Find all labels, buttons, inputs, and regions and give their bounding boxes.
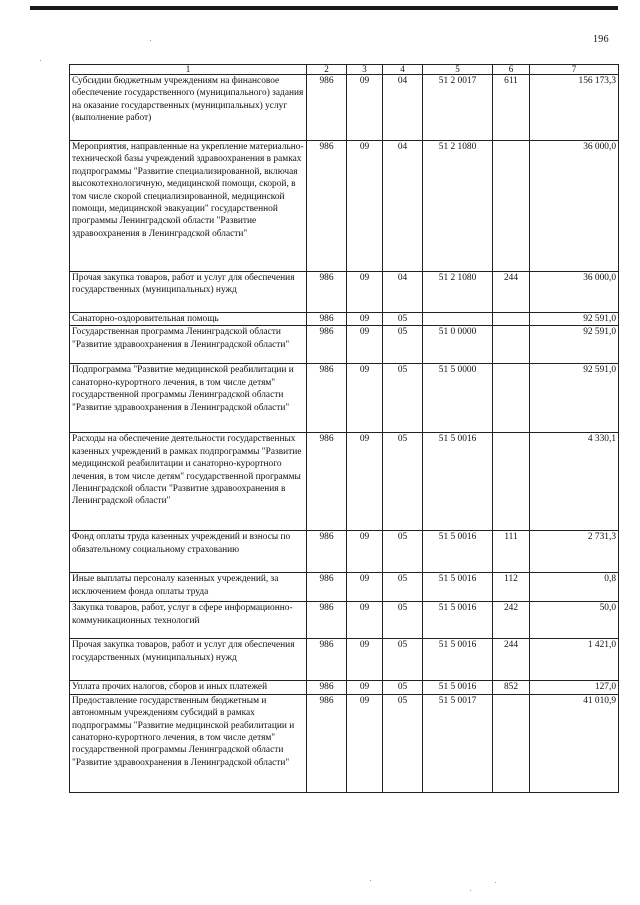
row-value-cell: 05 <box>383 694 423 792</box>
row-value-cell: 05 <box>383 531 423 573</box>
row-value-cell: 09 <box>347 531 383 573</box>
row-value-cell: 04 <box>383 75 423 141</box>
row-value-cell: 05 <box>383 313 423 326</box>
table-row <box>70 141 619 272</box>
row-value-cell: 36 000,0 <box>530 272 619 313</box>
scan-speck <box>470 890 471 891</box>
row-value-cell: 50,0 <box>530 602 619 639</box>
row-value-cell: 51 5 0016 <box>423 433 493 531</box>
column-header: 3 <box>347 65 383 75</box>
row-value-cell <box>493 326 530 364</box>
row-value-cell: 986 <box>307 639 347 681</box>
table-header-row <box>70 65 619 75</box>
row-value-cell: 36 000,0 <box>530 141 619 272</box>
row-name-cell: Прочая закупка товаров, работ и услуг для обеспечения государственных (муниципальных) нужд <box>70 639 307 681</box>
row-value-cell: 244 <box>493 639 530 681</box>
row-value-cell: 04 <box>383 141 423 272</box>
row-value-cell: 986 <box>307 326 347 364</box>
row-value-cell: 09 <box>347 639 383 681</box>
row-value-cell: 986 <box>307 531 347 573</box>
column-header: 6 <box>493 65 530 75</box>
page-number: 196 <box>593 34 609 45</box>
row-value-cell: 986 <box>307 602 347 639</box>
scan-speck <box>370 880 371 881</box>
row-value-cell: 986 <box>307 141 347 272</box>
row-value-cell: 986 <box>307 573 347 602</box>
row-value-cell <box>493 364 530 433</box>
row-value-cell: 09 <box>347 433 383 531</box>
row-value-cell: 05 <box>383 573 423 602</box>
row-name-cell: Прочая закупка товаров, работ и услуг для обеспечения государственных (муниципальных) нужд <box>70 272 307 313</box>
row-value-cell: 09 <box>347 602 383 639</box>
table-row <box>70 602 619 639</box>
row-value-cell: 09 <box>347 694 383 792</box>
row-value-cell: 0,8 <box>530 573 619 602</box>
row-value-cell: 05 <box>383 326 423 364</box>
table-row <box>70 75 619 141</box>
budget-table <box>69 64 619 793</box>
row-value-cell: 986 <box>307 364 347 433</box>
row-value-cell: 986 <box>307 313 347 326</box>
table-row <box>70 433 619 531</box>
column-header: 2 <box>307 65 347 75</box>
row-value-cell: 51 2 0017 <box>423 75 493 141</box>
row-value-cell: 51 5 0016 <box>423 681 493 694</box>
row-name-cell: Мероприятия, направленные на укрепление материально-технической базы учреждений здравоохранения в рамках подпрограммы "Развитие специализированной, включая высокотехнологичную, медицинской помощи, скорой, в том числе скорой специализированной, медицинской помощи, медицинской эвакуации" государственной программы Ленинградской области "Развитие здравоохранения в Ленинградской области" <box>70 141 307 272</box>
row-value-cell: 986 <box>307 75 347 141</box>
table-row <box>70 313 619 326</box>
row-value-cell: 92 591,0 <box>530 364 619 433</box>
row-value-cell: 986 <box>307 433 347 531</box>
column-header: 7 <box>530 65 619 75</box>
row-name-cell: Государственная программа Ленинградской области "Развитие здравоохранения в Ленинградской области" <box>70 326 307 364</box>
row-value-cell <box>423 313 493 326</box>
table-row <box>70 364 619 433</box>
row-value-cell: 51 0 0000 <box>423 326 493 364</box>
row-value-cell: 111 <box>493 531 530 573</box>
row-value-cell: 05 <box>383 602 423 639</box>
table-row <box>70 272 619 313</box>
row-value-cell: 09 <box>347 326 383 364</box>
row-name-cell: Подпрограмма "Развитие медицинской реабилитации и санаторно-курортного лечения, в том числе детям" государственной программы Ленинградской области "Развитие здравоохранения в Ленинградской области" <box>70 364 307 433</box>
column-header: 4 <box>383 65 423 75</box>
row-name-cell: Закупка товаров, работ, услуг в сфере информационно-коммуникационных технологий <box>70 602 307 639</box>
row-value-cell: 51 5 0000 <box>423 364 493 433</box>
row-name-cell: Предоставление государственным бюджетным и автономным учреждениям субсидий в рамках подпрограммы "Развитие медицинской реабилитации и санаторно-курортного лечения, в том числе детям" государственной программы Ленинградской области "Развитие здравоохранения в Ленинградской области" <box>70 694 307 792</box>
row-value-cell: 1 421,0 <box>530 639 619 681</box>
table-row <box>70 681 619 694</box>
table-row <box>70 573 619 602</box>
row-value-cell <box>493 313 530 326</box>
table-row <box>70 326 619 364</box>
row-value-cell: 51 2 1080 <box>423 141 493 272</box>
row-value-cell: 986 <box>307 681 347 694</box>
row-value-cell: 09 <box>347 364 383 433</box>
row-name-cell: Субсидии бюджетным учреждениям на финансовое обеспечение государственного (муниципального) задания на оказание государственных (муниципальных) услуг (выполнение работ) <box>70 75 307 141</box>
row-value-cell: 05 <box>383 681 423 694</box>
table-row <box>70 531 619 573</box>
row-value-cell: 09 <box>347 573 383 602</box>
row-value-cell: 51 5 0017 <box>423 694 493 792</box>
column-header: 1 <box>70 65 307 75</box>
row-value-cell: 986 <box>307 694 347 792</box>
row-name-cell: Уплата прочих налогов, сборов и иных платежей <box>70 681 307 694</box>
row-name-cell: Санаторно-оздоровительная помощь <box>70 313 307 326</box>
table-row <box>70 694 619 792</box>
scan-speck <box>150 40 151 41</box>
row-value-cell: 92 591,0 <box>530 313 619 326</box>
row-value-cell: 51 2 1080 <box>423 272 493 313</box>
row-value-cell <box>493 141 530 272</box>
row-value-cell: 05 <box>383 364 423 433</box>
top-rule <box>30 6 618 10</box>
row-value-cell: 852 <box>493 681 530 694</box>
row-name-cell: Фонд оплаты труда казенных учреждений и взносы по обязательному социальному страхованию <box>70 531 307 573</box>
row-value-cell: 4 330,1 <box>530 433 619 531</box>
row-value-cell: 09 <box>347 681 383 694</box>
row-value-cell: 05 <box>383 433 423 531</box>
row-value-cell: 127,0 <box>530 681 619 694</box>
row-value-cell: 09 <box>347 272 383 313</box>
row-value-cell: 51 5 0016 <box>423 639 493 681</box>
row-value-cell <box>493 433 530 531</box>
scan-speck <box>495 882 496 883</box>
row-value-cell: 05 <box>383 639 423 681</box>
row-name-cell: Иные выплаты персоналу казенных учреждений, за исключением фонда оплаты труда <box>70 573 307 602</box>
row-value-cell: 51 5 0016 <box>423 531 493 573</box>
row-value-cell: 986 <box>307 272 347 313</box>
row-value-cell: 09 <box>347 75 383 141</box>
column-header: 5 <box>423 65 493 75</box>
row-value-cell: 2 731,3 <box>530 531 619 573</box>
row-value-cell: 92 591,0 <box>530 326 619 364</box>
row-value-cell: 112 <box>493 573 530 602</box>
row-value-cell: 09 <box>347 313 383 326</box>
row-value-cell: 242 <box>493 602 530 639</box>
row-value-cell: 51 5 0016 <box>423 602 493 639</box>
row-value-cell: 41 010,9 <box>530 694 619 792</box>
row-value-cell: 244 <box>493 272 530 313</box>
row-value-cell: 09 <box>347 141 383 272</box>
scan-speck <box>40 60 41 61</box>
row-name-cell: Расходы на обеспечение деятельности государственных казенных учреждений в рамках подпрограммы "Развитие медицинской реабилитации и санаторно-курортного лечения, в том числе детям" государственной программы Ленинградской области "Развитие здравоохранения в Ленинградской области" <box>70 433 307 531</box>
row-value-cell <box>493 694 530 792</box>
row-value-cell: 04 <box>383 272 423 313</box>
row-value-cell: 51 5 0016 <box>423 573 493 602</box>
row-value-cell: 156 173,3 <box>530 75 619 141</box>
row-value-cell: 611 <box>493 75 530 141</box>
table-row <box>70 639 619 681</box>
